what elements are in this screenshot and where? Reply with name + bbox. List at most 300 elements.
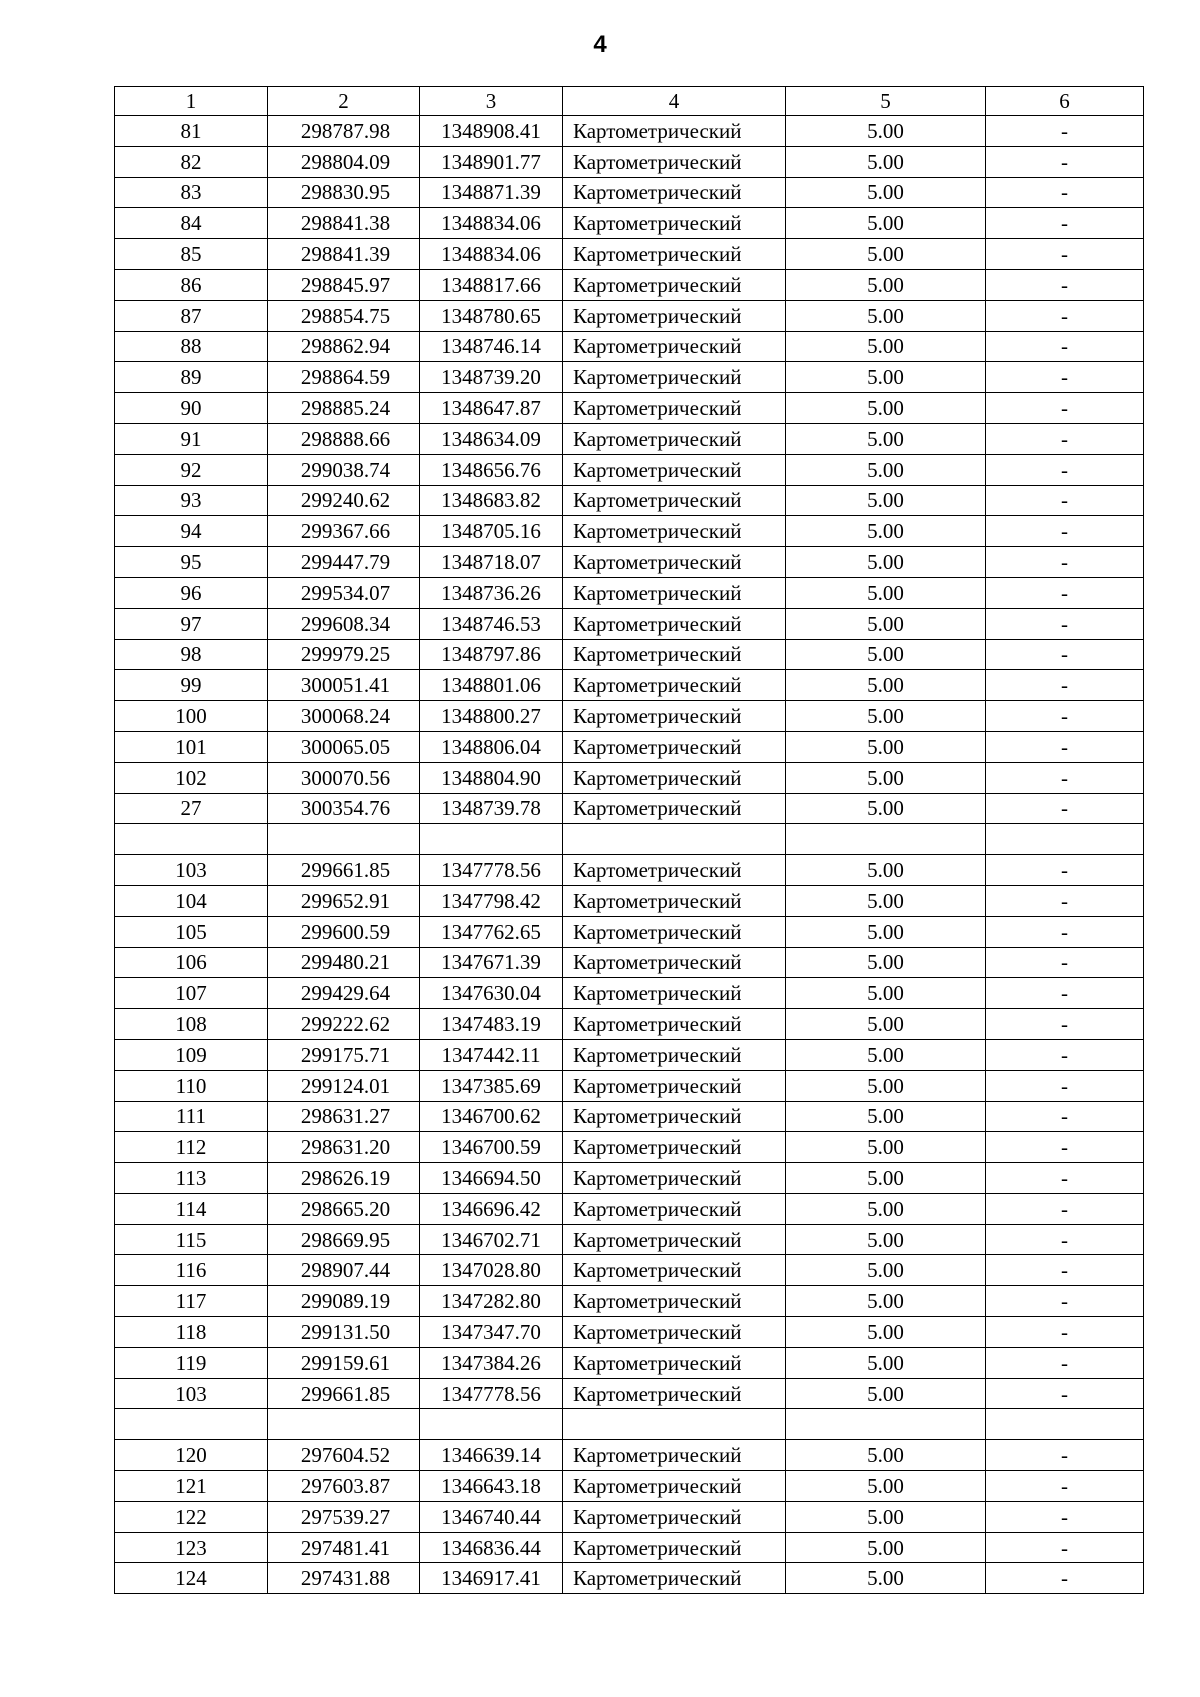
cell-method: Картометрический xyxy=(563,1132,786,1163)
table-row xyxy=(115,1101,1144,1132)
cell-method: Картометрический xyxy=(563,978,786,1009)
cell-note: - xyxy=(986,1039,1144,1070)
cell-method: Картометрический xyxy=(563,1347,786,1378)
cell-y-coordinate: 1346700.59 xyxy=(420,1132,563,1163)
cell-note: - xyxy=(986,1440,1144,1471)
cell-y-coordinate: 1347442.11 xyxy=(420,1039,563,1070)
cell-point-number xyxy=(115,824,268,855)
cell-accuracy: 5.00 xyxy=(786,701,986,732)
cell-method: Картометрический xyxy=(563,116,786,147)
cell-method: Картометрический xyxy=(563,362,786,393)
cell-note: - xyxy=(986,146,1144,177)
cell-note: - xyxy=(986,269,1144,300)
cell-accuracy: 5.00 xyxy=(786,1563,986,1594)
cell-note: - xyxy=(986,1070,1144,1101)
cell-method: Картометрический xyxy=(563,454,786,485)
cell-y-coordinate xyxy=(420,824,563,855)
cell-point-number: 98 xyxy=(115,639,268,670)
cell-method: Картометрический xyxy=(563,423,786,454)
table-row xyxy=(115,639,1144,670)
cell-y-coordinate: 1346836.44 xyxy=(420,1532,563,1563)
cell-x-coordinate: 298885.24 xyxy=(268,393,420,424)
table-row xyxy=(115,762,1144,793)
table-row xyxy=(115,1378,1144,1409)
cell-y-coordinate: 1348806.04 xyxy=(420,731,563,762)
table-row xyxy=(115,1070,1144,1101)
table-row xyxy=(115,1009,1144,1040)
cell-point-number: 82 xyxy=(115,146,268,177)
cell-accuracy: 5.00 xyxy=(786,1193,986,1224)
cell-note: - xyxy=(986,1132,1144,1163)
cell-accuracy: 5.00 xyxy=(786,331,986,362)
cell-y-coordinate: 1347778.56 xyxy=(420,1378,563,1409)
cell-point-number: 101 xyxy=(115,731,268,762)
cell-method: Картометрический xyxy=(563,146,786,177)
cell-point-number: 95 xyxy=(115,547,268,578)
cell-method: Картометрический xyxy=(563,639,786,670)
cell-note: - xyxy=(986,208,1144,239)
cell-y-coordinate: 1347347.70 xyxy=(420,1317,563,1348)
cell-y-coordinate: 1347762.65 xyxy=(420,916,563,947)
cell-point-number: 124 xyxy=(115,1563,268,1594)
cell-note: - xyxy=(986,947,1144,978)
cell-point-number: 104 xyxy=(115,885,268,916)
cell-point-number: 90 xyxy=(115,393,268,424)
cell-point-number: 112 xyxy=(115,1132,268,1163)
cell-point-number: 91 xyxy=(115,423,268,454)
cell-x-coordinate: 299429.64 xyxy=(268,978,420,1009)
cell-method xyxy=(563,1409,786,1440)
cell-accuracy: 5.00 xyxy=(786,1347,986,1378)
cell-note: - xyxy=(986,1193,1144,1224)
cell-method: Картометрический xyxy=(563,1101,786,1132)
header-cell: 1 xyxy=(115,87,268,116)
cell-method: Картометрический xyxy=(563,916,786,947)
cell-accuracy: 5.00 xyxy=(786,978,986,1009)
cell-y-coordinate: 1348736.26 xyxy=(420,577,563,608)
cell-point-number: 123 xyxy=(115,1532,268,1563)
table-row xyxy=(115,239,1144,270)
table-row xyxy=(115,116,1144,147)
cell-x-coordinate: 299222.62 xyxy=(268,1009,420,1040)
table-row xyxy=(115,947,1144,978)
table-row xyxy=(115,1193,1144,1224)
cell-accuracy: 5.00 xyxy=(786,1255,986,1286)
cell-point-number: 103 xyxy=(115,855,268,886)
cell-y-coordinate: 1348718.07 xyxy=(420,547,563,578)
cell-accuracy xyxy=(786,1409,986,1440)
cell-y-coordinate: 1347778.56 xyxy=(420,855,563,886)
cell-note: - xyxy=(986,701,1144,732)
cell-accuracy: 5.00 xyxy=(786,639,986,670)
cell-method: Картометрический xyxy=(563,1224,786,1255)
table-row xyxy=(115,1347,1144,1378)
cell-x-coordinate: 299600.59 xyxy=(268,916,420,947)
cell-point-number: 81 xyxy=(115,116,268,147)
cell-x-coordinate: 298862.94 xyxy=(268,331,420,362)
cell-x-coordinate: 299124.01 xyxy=(268,1070,420,1101)
cell-point-number: 108 xyxy=(115,1009,268,1040)
cell-y-coordinate: 1348780.65 xyxy=(420,300,563,331)
cell-method: Картометрический xyxy=(563,393,786,424)
cell-method: Картометрический xyxy=(563,1009,786,1040)
cell-note: - xyxy=(986,916,1144,947)
cell-accuracy: 5.00 xyxy=(786,1070,986,1101)
cell-note: - xyxy=(986,516,1144,547)
cell-x-coordinate: 298888.66 xyxy=(268,423,420,454)
cell-accuracy: 5.00 xyxy=(786,1101,986,1132)
cell-x-coordinate: 299159.61 xyxy=(268,1347,420,1378)
cell-x-coordinate: 299534.07 xyxy=(268,577,420,608)
cell-point-number: 107 xyxy=(115,978,268,1009)
cell-point-number: 114 xyxy=(115,1193,268,1224)
table-row xyxy=(115,300,1144,331)
cell-method: Картометрический xyxy=(563,1163,786,1194)
cell-note: - xyxy=(986,393,1144,424)
cell-y-coordinate: 1348739.78 xyxy=(420,793,563,824)
cell-accuracy: 5.00 xyxy=(786,608,986,639)
cell-x-coordinate: 298907.44 xyxy=(268,1255,420,1286)
cell-accuracy xyxy=(786,824,986,855)
header-cell: 6 xyxy=(986,87,1144,116)
cell-x-coordinate: 300070.56 xyxy=(268,762,420,793)
cell-point-number: 84 xyxy=(115,208,268,239)
cell-method: Картометрический xyxy=(563,608,786,639)
cell-accuracy: 5.00 xyxy=(786,208,986,239)
cell-x-coordinate: 298841.38 xyxy=(268,208,420,239)
cell-x-coordinate: 298830.95 xyxy=(268,177,420,208)
cell-note xyxy=(986,824,1144,855)
cell-y-coordinate: 1348834.06 xyxy=(420,208,563,239)
cell-x-coordinate: 299175.71 xyxy=(268,1039,420,1070)
cell-accuracy: 5.00 xyxy=(786,793,986,824)
cell-note: - xyxy=(986,1501,1144,1532)
cell-accuracy: 5.00 xyxy=(786,423,986,454)
table-header-row xyxy=(115,87,1144,116)
cell-y-coordinate: 1346917.41 xyxy=(420,1563,563,1594)
cell-method: Картометрический xyxy=(563,1070,786,1101)
cell-accuracy: 5.00 xyxy=(786,916,986,947)
cell-accuracy: 5.00 xyxy=(786,1317,986,1348)
cell-y-coordinate: 1348746.14 xyxy=(420,331,563,362)
cell-method: Картометрический xyxy=(563,577,786,608)
cell-method: Картометрический xyxy=(563,947,786,978)
cell-point-number: 111 xyxy=(115,1101,268,1132)
table-row xyxy=(115,1163,1144,1194)
cell-accuracy: 5.00 xyxy=(786,454,986,485)
page-number: 4 xyxy=(593,31,607,58)
cell-point-number: 113 xyxy=(115,1163,268,1194)
cell-accuracy: 5.00 xyxy=(786,885,986,916)
cell-note: - xyxy=(986,331,1144,362)
table-row xyxy=(115,485,1144,516)
cell-x-coordinate: 298626.19 xyxy=(268,1163,420,1194)
cell-method: Картометрический xyxy=(563,485,786,516)
cell-method: Картометрический xyxy=(563,331,786,362)
cell-method: Картометрический xyxy=(563,1471,786,1502)
cell-accuracy: 5.00 xyxy=(786,393,986,424)
cell-y-coordinate: 1348797.86 xyxy=(420,639,563,670)
cell-note: - xyxy=(986,762,1144,793)
cell-method: Картометрический xyxy=(563,208,786,239)
cell-x-coordinate: 300354.76 xyxy=(268,793,420,824)
table-row xyxy=(115,824,1144,855)
cell-x-coordinate: 298669.95 xyxy=(268,1224,420,1255)
cell-note: - xyxy=(986,116,1144,147)
cell-accuracy: 5.00 xyxy=(786,239,986,270)
cell-method: Картометрический xyxy=(563,855,786,886)
cell-accuracy: 5.00 xyxy=(786,269,986,300)
table-row xyxy=(115,855,1144,886)
cell-accuracy: 5.00 xyxy=(786,1501,986,1532)
cell-note: - xyxy=(986,608,1144,639)
cell-y-coordinate: 1348705.16 xyxy=(420,516,563,547)
cell-y-coordinate: 1347798.42 xyxy=(420,885,563,916)
table-row xyxy=(115,454,1144,485)
cell-x-coordinate: 298804.09 xyxy=(268,146,420,177)
cell-point-number: 94 xyxy=(115,516,268,547)
cell-point-number: 100 xyxy=(115,701,268,732)
table-row xyxy=(115,731,1144,762)
cell-y-coordinate: 1348634.09 xyxy=(420,423,563,454)
cell-note: - xyxy=(986,577,1144,608)
cell-note: - xyxy=(986,362,1144,393)
cell-note: - xyxy=(986,177,1144,208)
table-row xyxy=(115,978,1144,1009)
table-row xyxy=(115,1255,1144,1286)
cell-point-number: 118 xyxy=(115,1317,268,1348)
cell-accuracy: 5.00 xyxy=(786,1532,986,1563)
cell-point-number: 120 xyxy=(115,1440,268,1471)
cell-method: Картометрический xyxy=(563,731,786,762)
cell-note: - xyxy=(986,793,1144,824)
cell-point-number: 88 xyxy=(115,331,268,362)
cell-method: Картометрический xyxy=(563,300,786,331)
cell-note: - xyxy=(986,423,1144,454)
cell-accuracy: 5.00 xyxy=(786,116,986,147)
cell-x-coordinate: 297539.27 xyxy=(268,1501,420,1532)
cell-x-coordinate: 298665.20 xyxy=(268,1193,420,1224)
table-row xyxy=(115,885,1144,916)
cell-point-number: 87 xyxy=(115,300,268,331)
cell-method: Картометрический xyxy=(563,1378,786,1409)
cell-x-coordinate: 299979.25 xyxy=(268,639,420,670)
cell-point-number: 105 xyxy=(115,916,268,947)
cell-x-coordinate: 299480.21 xyxy=(268,947,420,978)
cell-method: Картометрический xyxy=(563,1440,786,1471)
cell-x-coordinate: 299131.50 xyxy=(268,1317,420,1348)
cell-y-coordinate: 1346643.18 xyxy=(420,1471,563,1502)
cell-point-number: 121 xyxy=(115,1471,268,1502)
cell-accuracy: 5.00 xyxy=(786,1039,986,1070)
cell-y-coordinate: 1348834.06 xyxy=(420,239,563,270)
cell-y-coordinate: 1346696.42 xyxy=(420,1193,563,1224)
table-row xyxy=(115,516,1144,547)
table-row xyxy=(115,1532,1144,1563)
cell-y-coordinate: 1348739.20 xyxy=(420,362,563,393)
cell-point-number: 85 xyxy=(115,239,268,270)
cell-x-coordinate: 300051.41 xyxy=(268,670,420,701)
cell-note: - xyxy=(986,885,1144,916)
cell-y-coordinate: 1347384.26 xyxy=(420,1347,563,1378)
cell-x-coordinate: 299608.34 xyxy=(268,608,420,639)
cell-note: - xyxy=(986,1378,1144,1409)
cell-y-coordinate: 1348800.27 xyxy=(420,701,563,732)
coordinates-table xyxy=(114,86,1144,1594)
cell-method: Картометрический xyxy=(563,269,786,300)
cell-y-coordinate: 1346694.50 xyxy=(420,1163,563,1194)
cell-method: Картометрический xyxy=(563,1563,786,1594)
cell-x-coordinate: 299652.91 xyxy=(268,885,420,916)
cell-method: Картометрический xyxy=(563,885,786,916)
cell-point-number xyxy=(115,1409,268,1440)
cell-note: - xyxy=(986,855,1144,886)
table-row xyxy=(115,177,1144,208)
cell-x-coordinate xyxy=(268,824,420,855)
table-row xyxy=(115,1440,1144,1471)
cell-x-coordinate: 298841.39 xyxy=(268,239,420,270)
cell-note: - xyxy=(986,485,1144,516)
cell-method: Картометрический xyxy=(563,1255,786,1286)
cell-method: Картометрический xyxy=(563,239,786,270)
cell-note: - xyxy=(986,1255,1144,1286)
cell-point-number: 83 xyxy=(115,177,268,208)
cell-note: - xyxy=(986,239,1144,270)
cell-x-coordinate: 299447.79 xyxy=(268,547,420,578)
cell-y-coordinate: 1348871.39 xyxy=(420,177,563,208)
cell-accuracy: 5.00 xyxy=(786,1471,986,1502)
table-row xyxy=(115,547,1144,578)
cell-point-number: 116 xyxy=(115,1255,268,1286)
cell-y-coordinate: 1348817.66 xyxy=(420,269,563,300)
cell-y-coordinate: 1348804.90 xyxy=(420,762,563,793)
table-row xyxy=(115,1409,1144,1440)
cell-accuracy: 5.00 xyxy=(786,577,986,608)
cell-accuracy: 5.00 xyxy=(786,547,986,578)
cell-accuracy: 5.00 xyxy=(786,1009,986,1040)
cell-note: - xyxy=(986,1563,1144,1594)
cell-note: - xyxy=(986,300,1144,331)
cell-point-number: 117 xyxy=(115,1286,268,1317)
cell-accuracy: 5.00 xyxy=(786,1378,986,1409)
cell-point-number: 115 xyxy=(115,1224,268,1255)
cell-accuracy: 5.00 xyxy=(786,1132,986,1163)
cell-accuracy: 5.00 xyxy=(786,1163,986,1194)
cell-method xyxy=(563,824,786,855)
table-row xyxy=(115,208,1144,239)
cell-note: - xyxy=(986,1471,1144,1502)
cell-x-coordinate: 299240.62 xyxy=(268,485,420,516)
cell-accuracy: 5.00 xyxy=(786,362,986,393)
table-row xyxy=(115,608,1144,639)
cell-x-coordinate: 299661.85 xyxy=(268,1378,420,1409)
cell-note: - xyxy=(986,1224,1144,1255)
table-row xyxy=(115,1501,1144,1532)
header-cell: 2 xyxy=(268,87,420,116)
cell-accuracy: 5.00 xyxy=(786,1286,986,1317)
cell-method: Картометрический xyxy=(563,177,786,208)
cell-note: - xyxy=(986,1101,1144,1132)
cell-x-coordinate xyxy=(268,1409,420,1440)
cell-accuracy: 5.00 xyxy=(786,731,986,762)
cell-x-coordinate: 298631.20 xyxy=(268,1132,420,1163)
cell-note: - xyxy=(986,1532,1144,1563)
cell-x-coordinate: 299661.85 xyxy=(268,855,420,886)
cell-x-coordinate: 298864.59 xyxy=(268,362,420,393)
cell-point-number: 27 xyxy=(115,793,268,824)
cell-method: Картометрический xyxy=(563,1317,786,1348)
cell-accuracy: 5.00 xyxy=(786,177,986,208)
table-row xyxy=(115,701,1144,732)
cell-accuracy: 5.00 xyxy=(786,670,986,701)
cell-note: - xyxy=(986,978,1144,1009)
cell-y-coordinate: 1348656.76 xyxy=(420,454,563,485)
cell-point-number: 109 xyxy=(115,1039,268,1070)
cell-point-number: 89 xyxy=(115,362,268,393)
cell-point-number: 106 xyxy=(115,947,268,978)
cell-y-coordinate: 1347385.69 xyxy=(420,1070,563,1101)
cell-note: - xyxy=(986,1009,1144,1040)
cell-y-coordinate: 1347282.80 xyxy=(420,1286,563,1317)
cell-note: - xyxy=(986,639,1144,670)
cell-x-coordinate: 298787.98 xyxy=(268,116,420,147)
cell-point-number: 110 xyxy=(115,1070,268,1101)
cell-method: Картометрический xyxy=(563,1501,786,1532)
table-row xyxy=(115,1039,1144,1070)
cell-accuracy: 5.00 xyxy=(786,485,986,516)
cell-accuracy: 5.00 xyxy=(786,300,986,331)
cell-point-number: 97 xyxy=(115,608,268,639)
cell-y-coordinate: 1346740.44 xyxy=(420,1501,563,1532)
cell-point-number: 96 xyxy=(115,577,268,608)
cell-point-number: 122 xyxy=(115,1501,268,1532)
header-cell: 5 xyxy=(786,87,986,116)
cell-note xyxy=(986,1409,1144,1440)
cell-x-coordinate: 298845.97 xyxy=(268,269,420,300)
cell-x-coordinate: 298854.75 xyxy=(268,300,420,331)
cell-note: - xyxy=(986,1286,1144,1317)
cell-method: Картометрический xyxy=(563,762,786,793)
cell-y-coordinate: 1347483.19 xyxy=(420,1009,563,1040)
cell-method: Картометрический xyxy=(563,1039,786,1070)
table-row xyxy=(115,577,1144,608)
table-row xyxy=(115,1132,1144,1163)
table-row xyxy=(115,393,1144,424)
table-row xyxy=(115,916,1144,947)
table-row xyxy=(115,269,1144,300)
table-row xyxy=(115,1471,1144,1502)
cell-method: Картометрический xyxy=(563,1286,786,1317)
cell-point-number: 86 xyxy=(115,269,268,300)
cell-method: Картометрический xyxy=(563,1193,786,1224)
cell-y-coordinate: 1348647.87 xyxy=(420,393,563,424)
cell-y-coordinate: 1347028.80 xyxy=(420,1255,563,1286)
cell-note: - xyxy=(986,1317,1144,1348)
cell-accuracy: 5.00 xyxy=(786,1224,986,1255)
cell-accuracy: 5.00 xyxy=(786,146,986,177)
cell-note: - xyxy=(986,670,1144,701)
cell-method: Картометрический xyxy=(563,793,786,824)
cell-y-coordinate: 1346639.14 xyxy=(420,1440,563,1471)
cell-y-coordinate xyxy=(420,1409,563,1440)
table-row xyxy=(115,146,1144,177)
table-row xyxy=(115,1563,1144,1594)
cell-x-coordinate: 298631.27 xyxy=(268,1101,420,1132)
cell-point-number: 92 xyxy=(115,454,268,485)
cell-note: - xyxy=(986,731,1144,762)
cell-y-coordinate: 1346700.62 xyxy=(420,1101,563,1132)
cell-accuracy: 5.00 xyxy=(786,762,986,793)
